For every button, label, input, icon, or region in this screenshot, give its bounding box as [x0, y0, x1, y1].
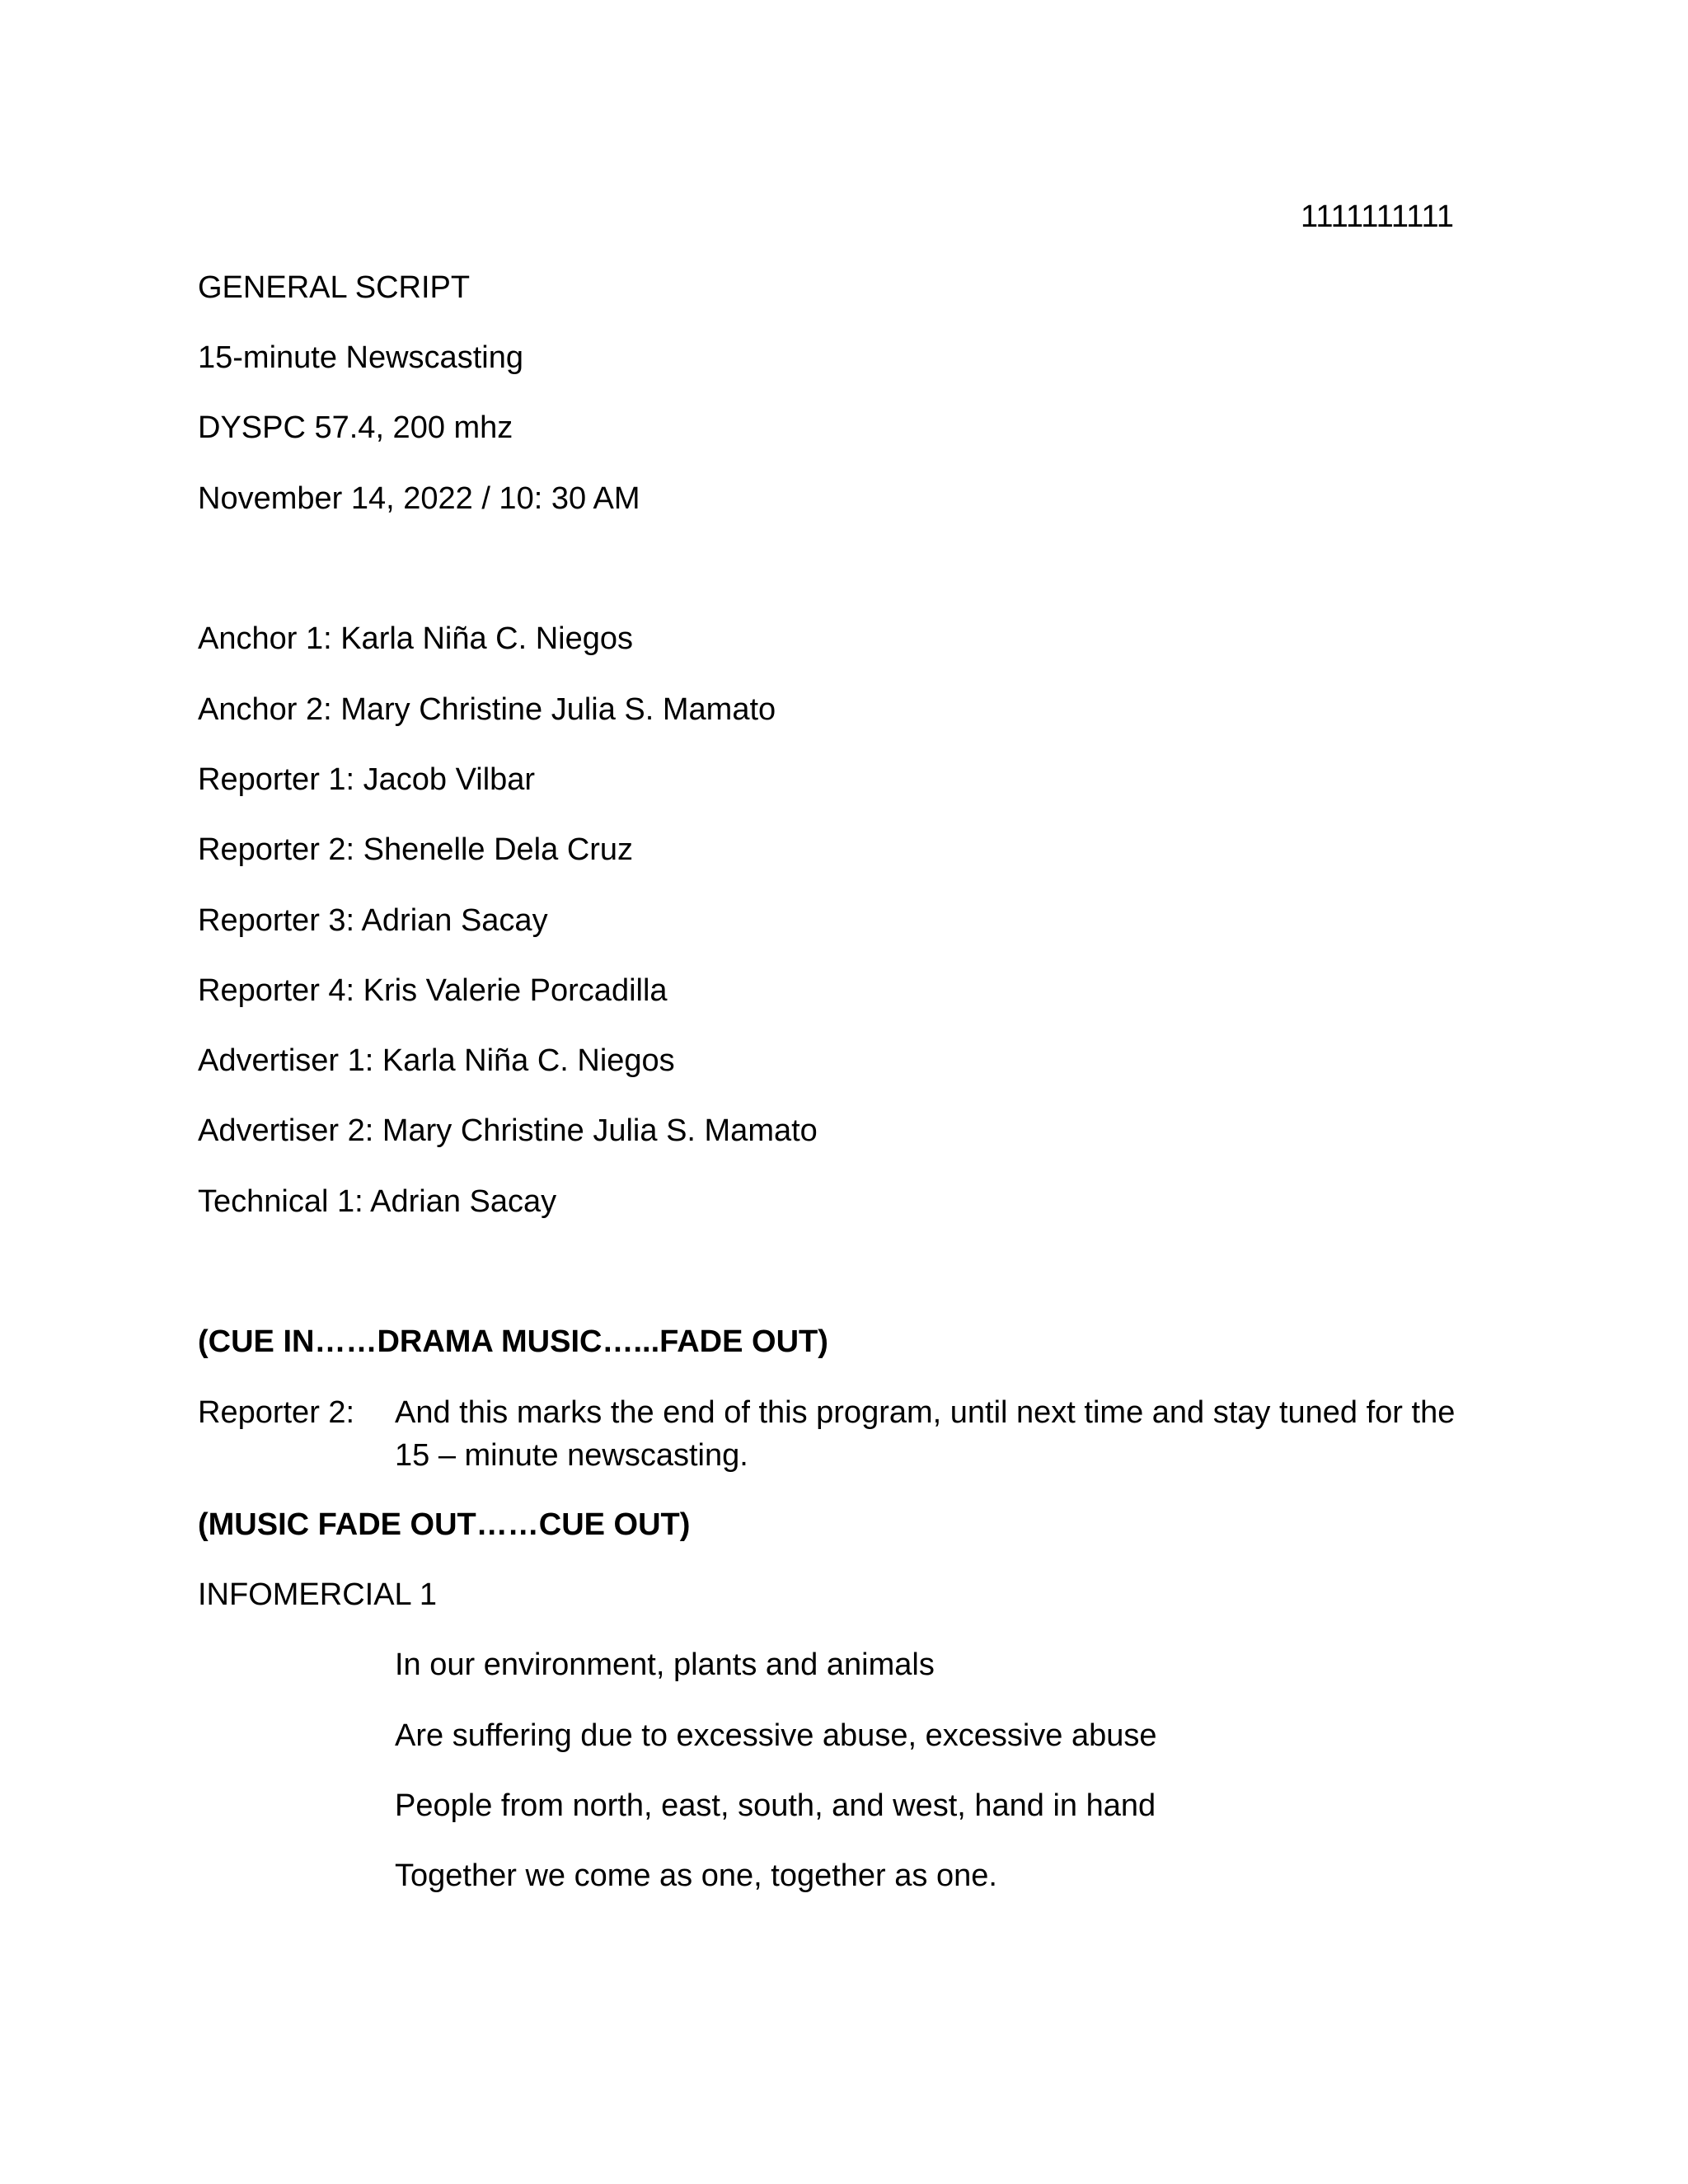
broadcast-datetime: November 14, 2022 / 10: 30 AM [198, 481, 640, 516]
crew-technical-1: Technical 1: Adrian Sacay [198, 1184, 557, 1219]
dialogue-text: And this marks the end of this program, until next time and stay tuned for the 15 – minute newscasting. [395, 1395, 1456, 1473]
infomercial-line: Are suffering due to excessive abuse, excessive abuse [395, 1718, 1157, 1753]
crew-reporter-1: Reporter 1: Jacob Vilbar [198, 762, 536, 797]
infomercial-line: In our environment, plants and animals [395, 1647, 935, 1682]
infomercial-line: Together we come as one, together as one. [395, 1858, 997, 1893]
dialogue-speaker: Reporter 2: [198, 1395, 355, 1430]
infomercial-title: INFOMERCIAL 1 [198, 1577, 437, 1612]
cue-out-direction: (MUSIC FADE OUT……CUE OUT) [198, 1507, 691, 1542]
crew-reporter-2: Reporter 2: Shenelle Dela Cruz [198, 832, 634, 867]
script-title: GENERAL SCRIPT [198, 270, 471, 305]
crew-reporter-4: Reporter 4: Kris Valerie Porcadilla [198, 973, 668, 1008]
station-info: DYSPC 57.4, 200 mhz [198, 410, 513, 445]
program-name: 15-minute Newscasting [198, 340, 523, 375]
cue-in-direction: (CUE IN……DRAMA MUSIC…...FADE OUT) [198, 1324, 828, 1359]
crew-reporter-3: Reporter 3: Adrian Sacay [198, 903, 548, 938]
crew-anchor-1: Anchor 1: Karla Niña C. Niegos [198, 621, 634, 656]
page-number: 1111111111 [1301, 199, 1454, 234]
crew-advertiser-1: Advertiser 1: Karla Niña C. Niegos [198, 1043, 675, 1078]
crew-advertiser-2: Advertiser 2: Mary Christine Julia S. Mamato [198, 1113, 818, 1148]
crew-anchor-2: Anchor 2: Mary Christine Julia S. Mamato [198, 692, 776, 727]
infomercial-line: People from north, east, south, and west, hand in hand [395, 1788, 1156, 1823]
